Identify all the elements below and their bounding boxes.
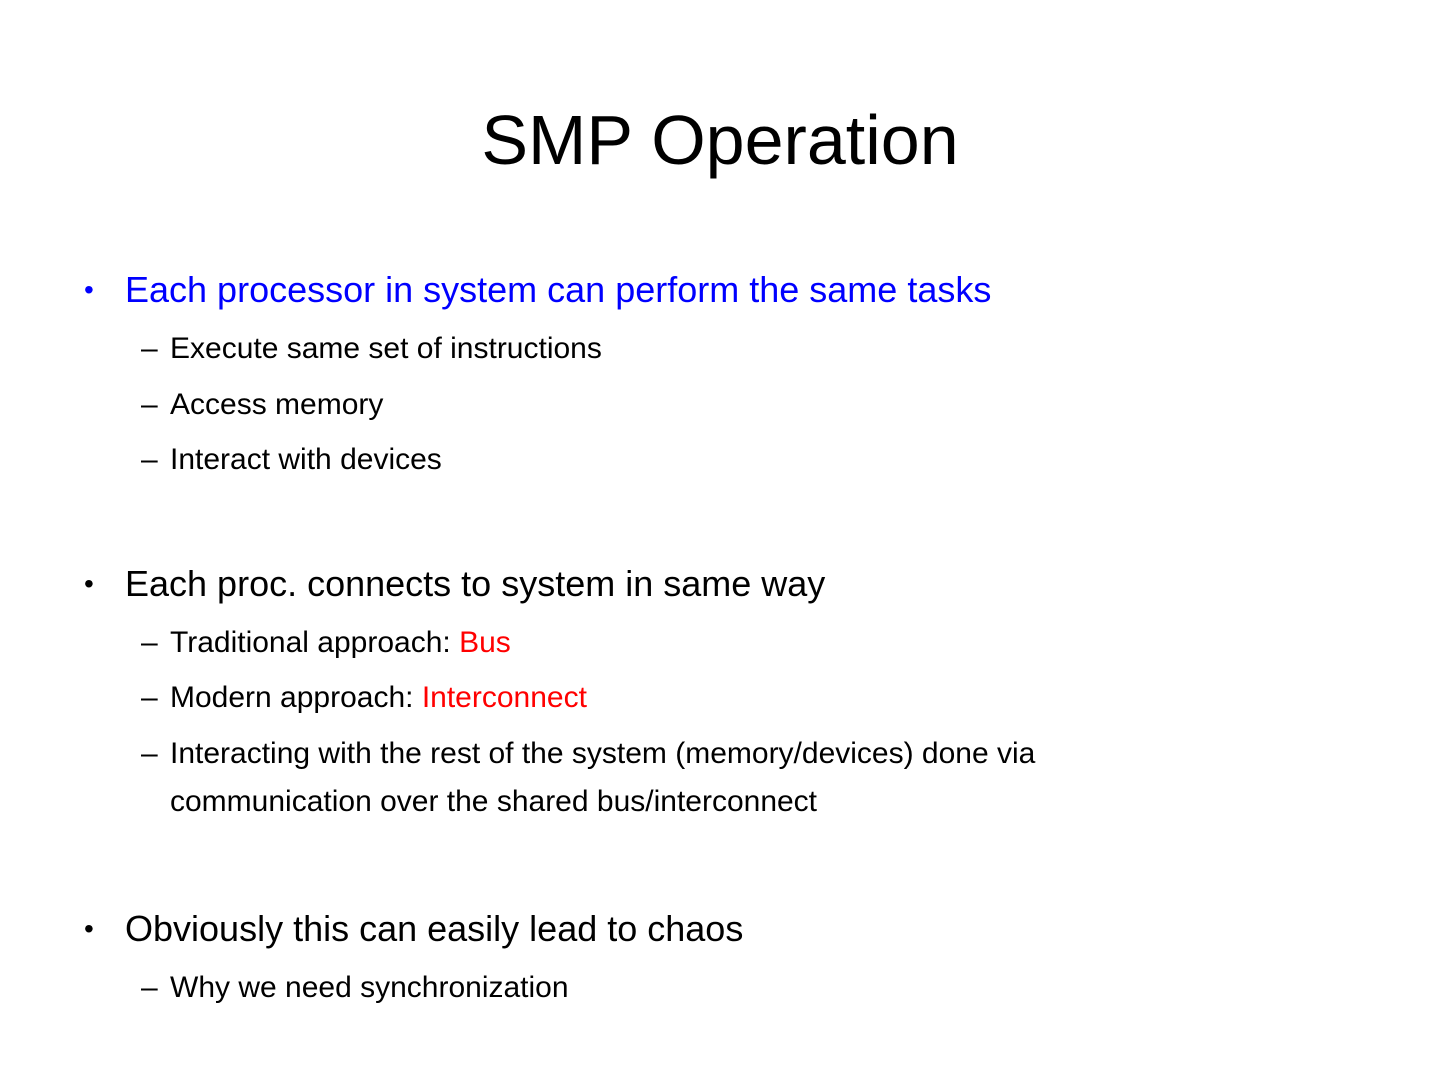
sub-bullet-text: Interacting with the rest of the system (memory/devices) done via [170, 737, 1036, 770]
highlight-term: Bus [459, 626, 511, 659]
sub-bullet-prefix: Traditional approach: [170, 626, 460, 659]
bullet-text: Each proc. connects to system in same way [125, 563, 826, 604]
sub-bullet-text: Why we need synchronization [170, 971, 569, 1004]
bullet-icon: • [84, 913, 94, 944]
dash-icon: – [141, 332, 158, 365]
sub-bullet-prefix: Modern approach: [170, 681, 422, 714]
dash-icon: – [141, 388, 158, 421]
sub-bullet-text: Interact with devices [170, 443, 442, 476]
sub-bullet-text: communication over the shared bus/interconnect [170, 785, 818, 818]
bullet-text: Each processor in system can perform the same tasks [125, 269, 992, 310]
sub-bullet-text: Execute same set of instructions [170, 332, 602, 365]
sub-bullet-text: Access memory [170, 388, 384, 421]
dash-icon: – [141, 681, 158, 714]
bullet-icon: • [84, 274, 94, 305]
dash-icon: – [141, 626, 158, 659]
bullet-text: Obviously this can easily lead to chaos [125, 908, 744, 949]
highlight-term: Interconnect [421, 681, 587, 714]
sub-bullet-text [170, 674, 587, 722]
sub-bullet-text [170, 619, 511, 667]
dash-icon: – [141, 443, 158, 476]
dash-icon: – [141, 737, 158, 770]
slide-title: SMP Operation [481, 101, 959, 179]
bullet-icon: • [84, 568, 94, 599]
dash-icon: – [141, 971, 158, 1004]
